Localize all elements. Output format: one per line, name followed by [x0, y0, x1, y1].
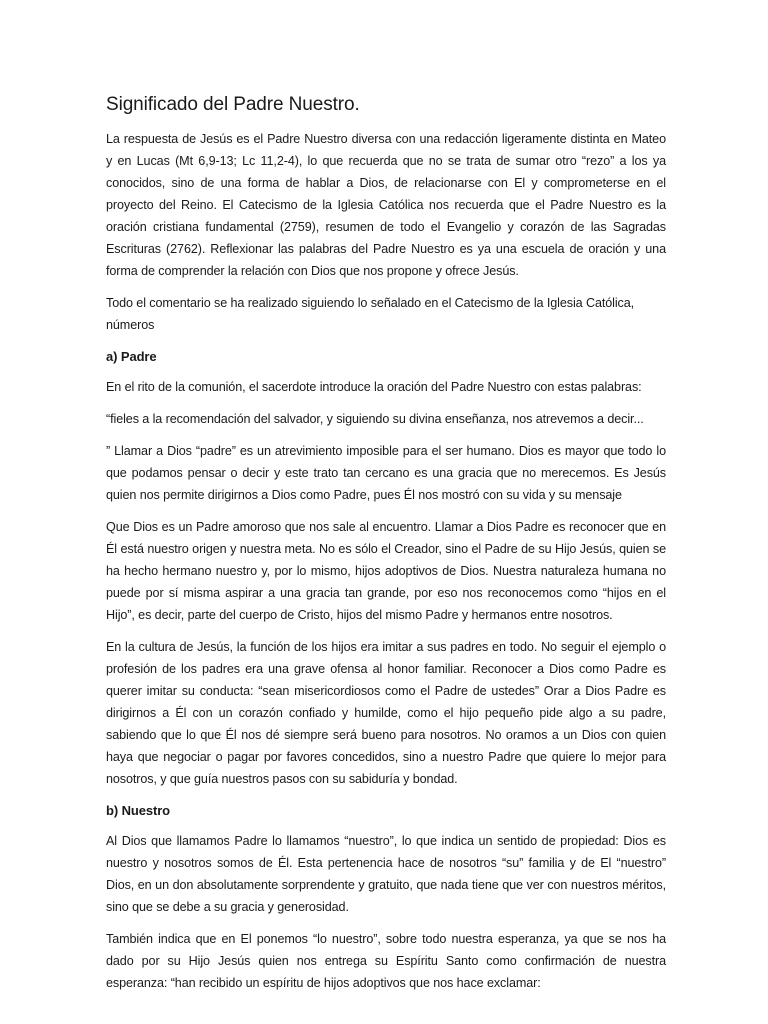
paragraph-nuestro: Al Dios que llamamos Padre lo llamamos “nuestro”, lo que indica un sentido de propiedad: Dios es nuestro y nosotros somos de Él. Esta pertenencia hace de nosotros “su” familia y de El “nuestro” Dios, en un don absolutamente sorprendente y gratuito, que nada tiene que ver con nuestros méritos, sino que se debe a su gracia y generosidad. — [106, 834, 666, 914]
paragraph-esperanza: También indica que en El ponemos “lo nuestro”, sobre todo nuestra esperanza, ya que se nos ha dado por su Hijo Jesús quien nos entrega su Espíritu Santo como confirmación de nuestra esperanza: “han recibido un espíritu de hijos adoptivos que nos hace exclamar: — [106, 932, 666, 990]
section-heading-nuestro: b) Nuestro — [106, 803, 171, 818]
document-title: Significado del Padre Nuestro. — [106, 94, 360, 115]
paragraph-rito: En el rito de la comunión, el sacerdote introduce la oración del Padre Nuestro con estas palabras: — [106, 380, 642, 394]
paragraph-intro: La respuesta de Jesús es el Padre Nuestro diversa con una redacción ligeramente distinta en Mateo y en Lucas (Mt 6,9-13; Lc 11,2-4), lo que recuerda que no se trata de sumar otro “rezo” a los ya conocidos, sino de una forma de hablar a Dios, de relacionarse con El y comprometerse en el proyecto del Reino. El Catecismo de la Iglesia Católica nos recuerda que el Padre Nuestro es la oración cristiana fundamental (2759), resumen de todo el Evangelio y corazón de las Sagradas Escrituras (2762). Reflexionar las palabras del Padre Nuestro es ya una escuela de oración y una forma de comprender la relación con Dios que nos propone y ofrece Jesús. — [106, 132, 666, 278]
section-heading-padre: a) Padre — [106, 349, 157, 364]
paragraph-commentary-note: Todo el comentario se ha realizado siguiendo lo señalado en el Catecismo de la Iglesia Católica, números — [106, 296, 635, 332]
paragraph-quote: “fieles a la recomendación del salvador, y siguiendo su divina enseñanza, nos atrevemos a decir... — [106, 412, 644, 426]
document-body — [106, 92, 666, 1004]
paragraph-cultura: En la cultura de Jesús, la función de los hijos era imitar a sus padres en todo. No seguir el ejemplo o profesión de los padres era una grave ofensa al honor familiar. Reconocer a Dios como Padre es querer imitar su conducta: “sean misericordiosos como el Padre de ustedes” Orar a Dios Padre es dirigirnos a Él con un corazón confiado y humilde, como el hijo pequeño pide algo a su padre, sabiendo que lo que Él nos dé siempre será bueno para nosotros. No oramos a un Dios con quien haya que negociar o pagar por favores concedidos, sino a nuestro Padre que quiere lo mejor para nosotros, y que guía nuestros pasos con su sabiduría y bondad. — [106, 640, 666, 786]
paragraph-llamar: ” Llamar a Dios “padre” es un atrevimiento imposible para el ser humano. Dios es mayor que todo lo que podamos pensar o decir y este trato tan cercano es una gracia que no merecemos. Es Jesús quien nos permite dirigirnos a Dios como Padre, pues Él nos mostró con su vida y su mensaje — [106, 444, 666, 502]
paragraph-padre-amoroso: Que Dios es un Padre amoroso que nos sale al encuentro. Llamar a Dios Padre es reconocer que en Él está nuestro origen y nuestra meta. No es sólo el Creador, sino el Padre de su Hijo Jesús, quien se ha hecho hermano nuestro y, por lo mismo, hijos adoptivos de Dios. Nuestra naturaleza humana no puede por sí misma aspirar a una gracia tan grande, por eso nos reconocemos como “hijos en el Hijo”, es decir, parte del cuerpo de Cristo, hijos del mismo Padre y hermanos entre nosotros. — [106, 520, 666, 622]
